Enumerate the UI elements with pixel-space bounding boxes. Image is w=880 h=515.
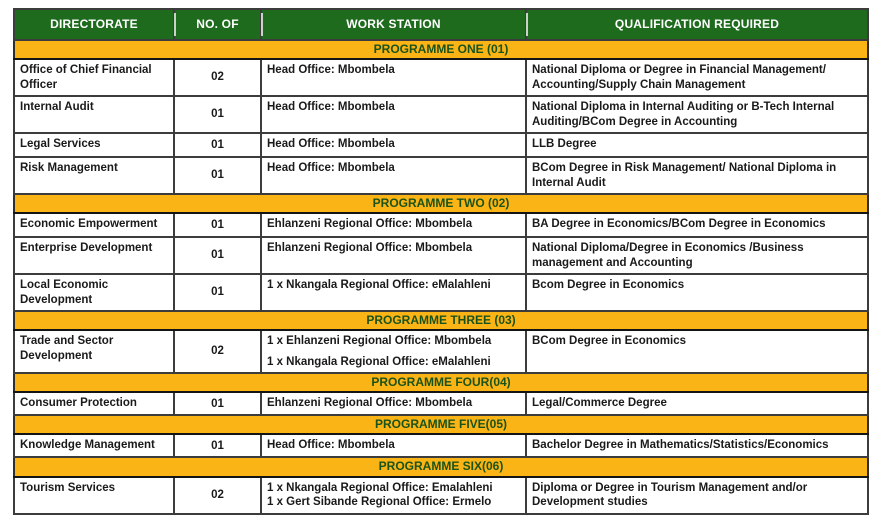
programme-band-title: PROGRAMME FIVE(05): [14, 415, 868, 434]
cell-workstation: [261, 237, 526, 274]
cell-count: 01: [174, 237, 261, 274]
table-row: [14, 330, 868, 373]
table-row: [14, 96, 868, 133]
table-row: [14, 157, 868, 194]
cell-workstation: [261, 133, 526, 157]
cell-qualification: National Diploma/Degree in Economics /Business management and Accounting: [526, 237, 868, 274]
cell-qualification: LLB Degree: [526, 133, 868, 157]
cell-directorate: Knowledge Management: [14, 434, 174, 457]
programme-band: [14, 415, 868, 434]
workstation-line: 1 x Nkangala Regional Office: eMalahleni: [267, 355, 491, 368]
cell-count: 01: [174, 434, 261, 457]
table-row: [14, 434, 868, 457]
workstation-line: Head Office: Mbombela: [267, 64, 395, 77]
cell-workstation: [261, 330, 526, 373]
cell-workstation: [261, 213, 526, 237]
cell-qualification: Bachelor Degree in Mathematics/Statistics/Economics: [526, 434, 868, 457]
programme-band: [14, 373, 868, 392]
workstation-line: 1 x Nkangala Regional Office: Emalahleni: [267, 481, 493, 494]
cell-count: 01: [174, 157, 261, 194]
cell-count: 02: [174, 330, 261, 373]
cell-workstation: [261, 96, 526, 133]
cell-workstation: [261, 157, 526, 194]
cell-count: 02: [174, 59, 261, 96]
cell-qualification: National Diploma in Internal Auditing or B-Tech Internal Auditing/BCom Degree in Accounting: [526, 96, 868, 133]
cell-directorate: Internal Audit: [14, 96, 174, 133]
cell-qualification: BCom Degree in Risk Management/ National Diploma in Internal Audit: [526, 157, 868, 194]
workstation-line: Head Office: Mbombela: [267, 138, 395, 151]
cell-directorate: Legal Services: [14, 133, 174, 157]
table-row: [14, 213, 868, 237]
programme-band-title: PROGRAMME THREE (03): [14, 311, 868, 330]
cell-qualification: National Diploma or Degree in Financial Management/ Accounting/Supply Chain Management: [526, 59, 868, 96]
cell-count: 01: [174, 274, 261, 311]
header-row: [14, 9, 868, 40]
cell-directorate: Economic Empowerment: [14, 213, 174, 237]
programme-band-title: PROGRAMME TWO (02): [14, 194, 868, 213]
programme-band: [14, 40, 868, 59]
vacancies-table-container: [13, 8, 869, 515]
cell-directorate: Trade and Sector Development: [14, 330, 174, 373]
cell-count: 01: [174, 392, 261, 415]
cell-workstation: [261, 477, 526, 514]
table-row: [14, 59, 868, 96]
cell-directorate: Consumer Protection: [14, 392, 174, 415]
cell-directorate: Risk Management: [14, 157, 174, 194]
cell-directorate: Enterprise Development: [14, 237, 174, 274]
cell-workstation: [261, 274, 526, 311]
column-header-directorate: DIRECTORATE: [14, 9, 174, 40]
cell-count: 01: [174, 213, 261, 237]
workstation-line: Ehlanzeni Regional Office: Mbombela: [267, 218, 473, 231]
workstation-line: 1 x Ehlanzeni Regional Office: Mbombela: [267, 335, 492, 348]
workstation-line: Head Office: Mbombela: [267, 162, 395, 175]
workstation-line: Head Office: Mbombela: [267, 439, 395, 452]
table-row: [14, 392, 868, 415]
cell-count: 01: [174, 133, 261, 157]
programme-band: [14, 457, 868, 476]
column-header-qualification: QUALIFICATION REQUIRED: [526, 9, 868, 40]
workstation-line: 1 x Nkangala Regional Office: eMalahleni: [267, 279, 491, 292]
programme-band-title: PROGRAMME SIX(06): [14, 457, 868, 476]
cell-directorate: Office of Chief Financial Officer: [14, 59, 174, 96]
table-row: [14, 274, 868, 311]
cell-directorate: Tourism Services: [14, 477, 174, 514]
workstation-line: Ehlanzeni Regional Office: Mbombela: [267, 397, 473, 410]
cell-workstation: [261, 392, 526, 415]
cell-count: 02: [174, 477, 261, 514]
workstation-line: Ehlanzeni Regional Office: Mbombela: [267, 242, 473, 255]
programme-band: [14, 311, 868, 330]
column-header-no-of: NO. OF: [174, 9, 261, 40]
table-row: [14, 237, 868, 274]
table-row: [14, 133, 868, 157]
table-row: [14, 477, 868, 514]
programme-band-title: PROGRAMME ONE (01): [14, 40, 868, 59]
cell-qualification: BA Degree in Economics/BCom Degree in Economics: [526, 213, 868, 237]
vacancies-table: [13, 8, 869, 515]
cell-qualification: Legal/Commerce Degree: [526, 392, 868, 415]
programme-band-title: PROGRAMME FOUR(04): [14, 373, 868, 392]
workstation-line: Head Office: Mbombela: [267, 101, 395, 114]
cell-workstation: [261, 59, 526, 96]
workstation-line: 1 x Gert Sibande Regional Office: Ermelo: [267, 495, 492, 508]
column-header-work-station: WORK STATION: [261, 9, 526, 40]
cell-count: 01: [174, 96, 261, 133]
programme-band: [14, 194, 868, 213]
cell-qualification: Bcom Degree in Economics: [526, 274, 868, 311]
cell-workstation: [261, 434, 526, 457]
cell-directorate: Local Economic Development: [14, 274, 174, 311]
cell-qualification: Diploma or Degree in Tourism Management and/or Development studies: [526, 477, 868, 514]
cell-qualification: BCom Degree in Economics: [526, 330, 868, 373]
